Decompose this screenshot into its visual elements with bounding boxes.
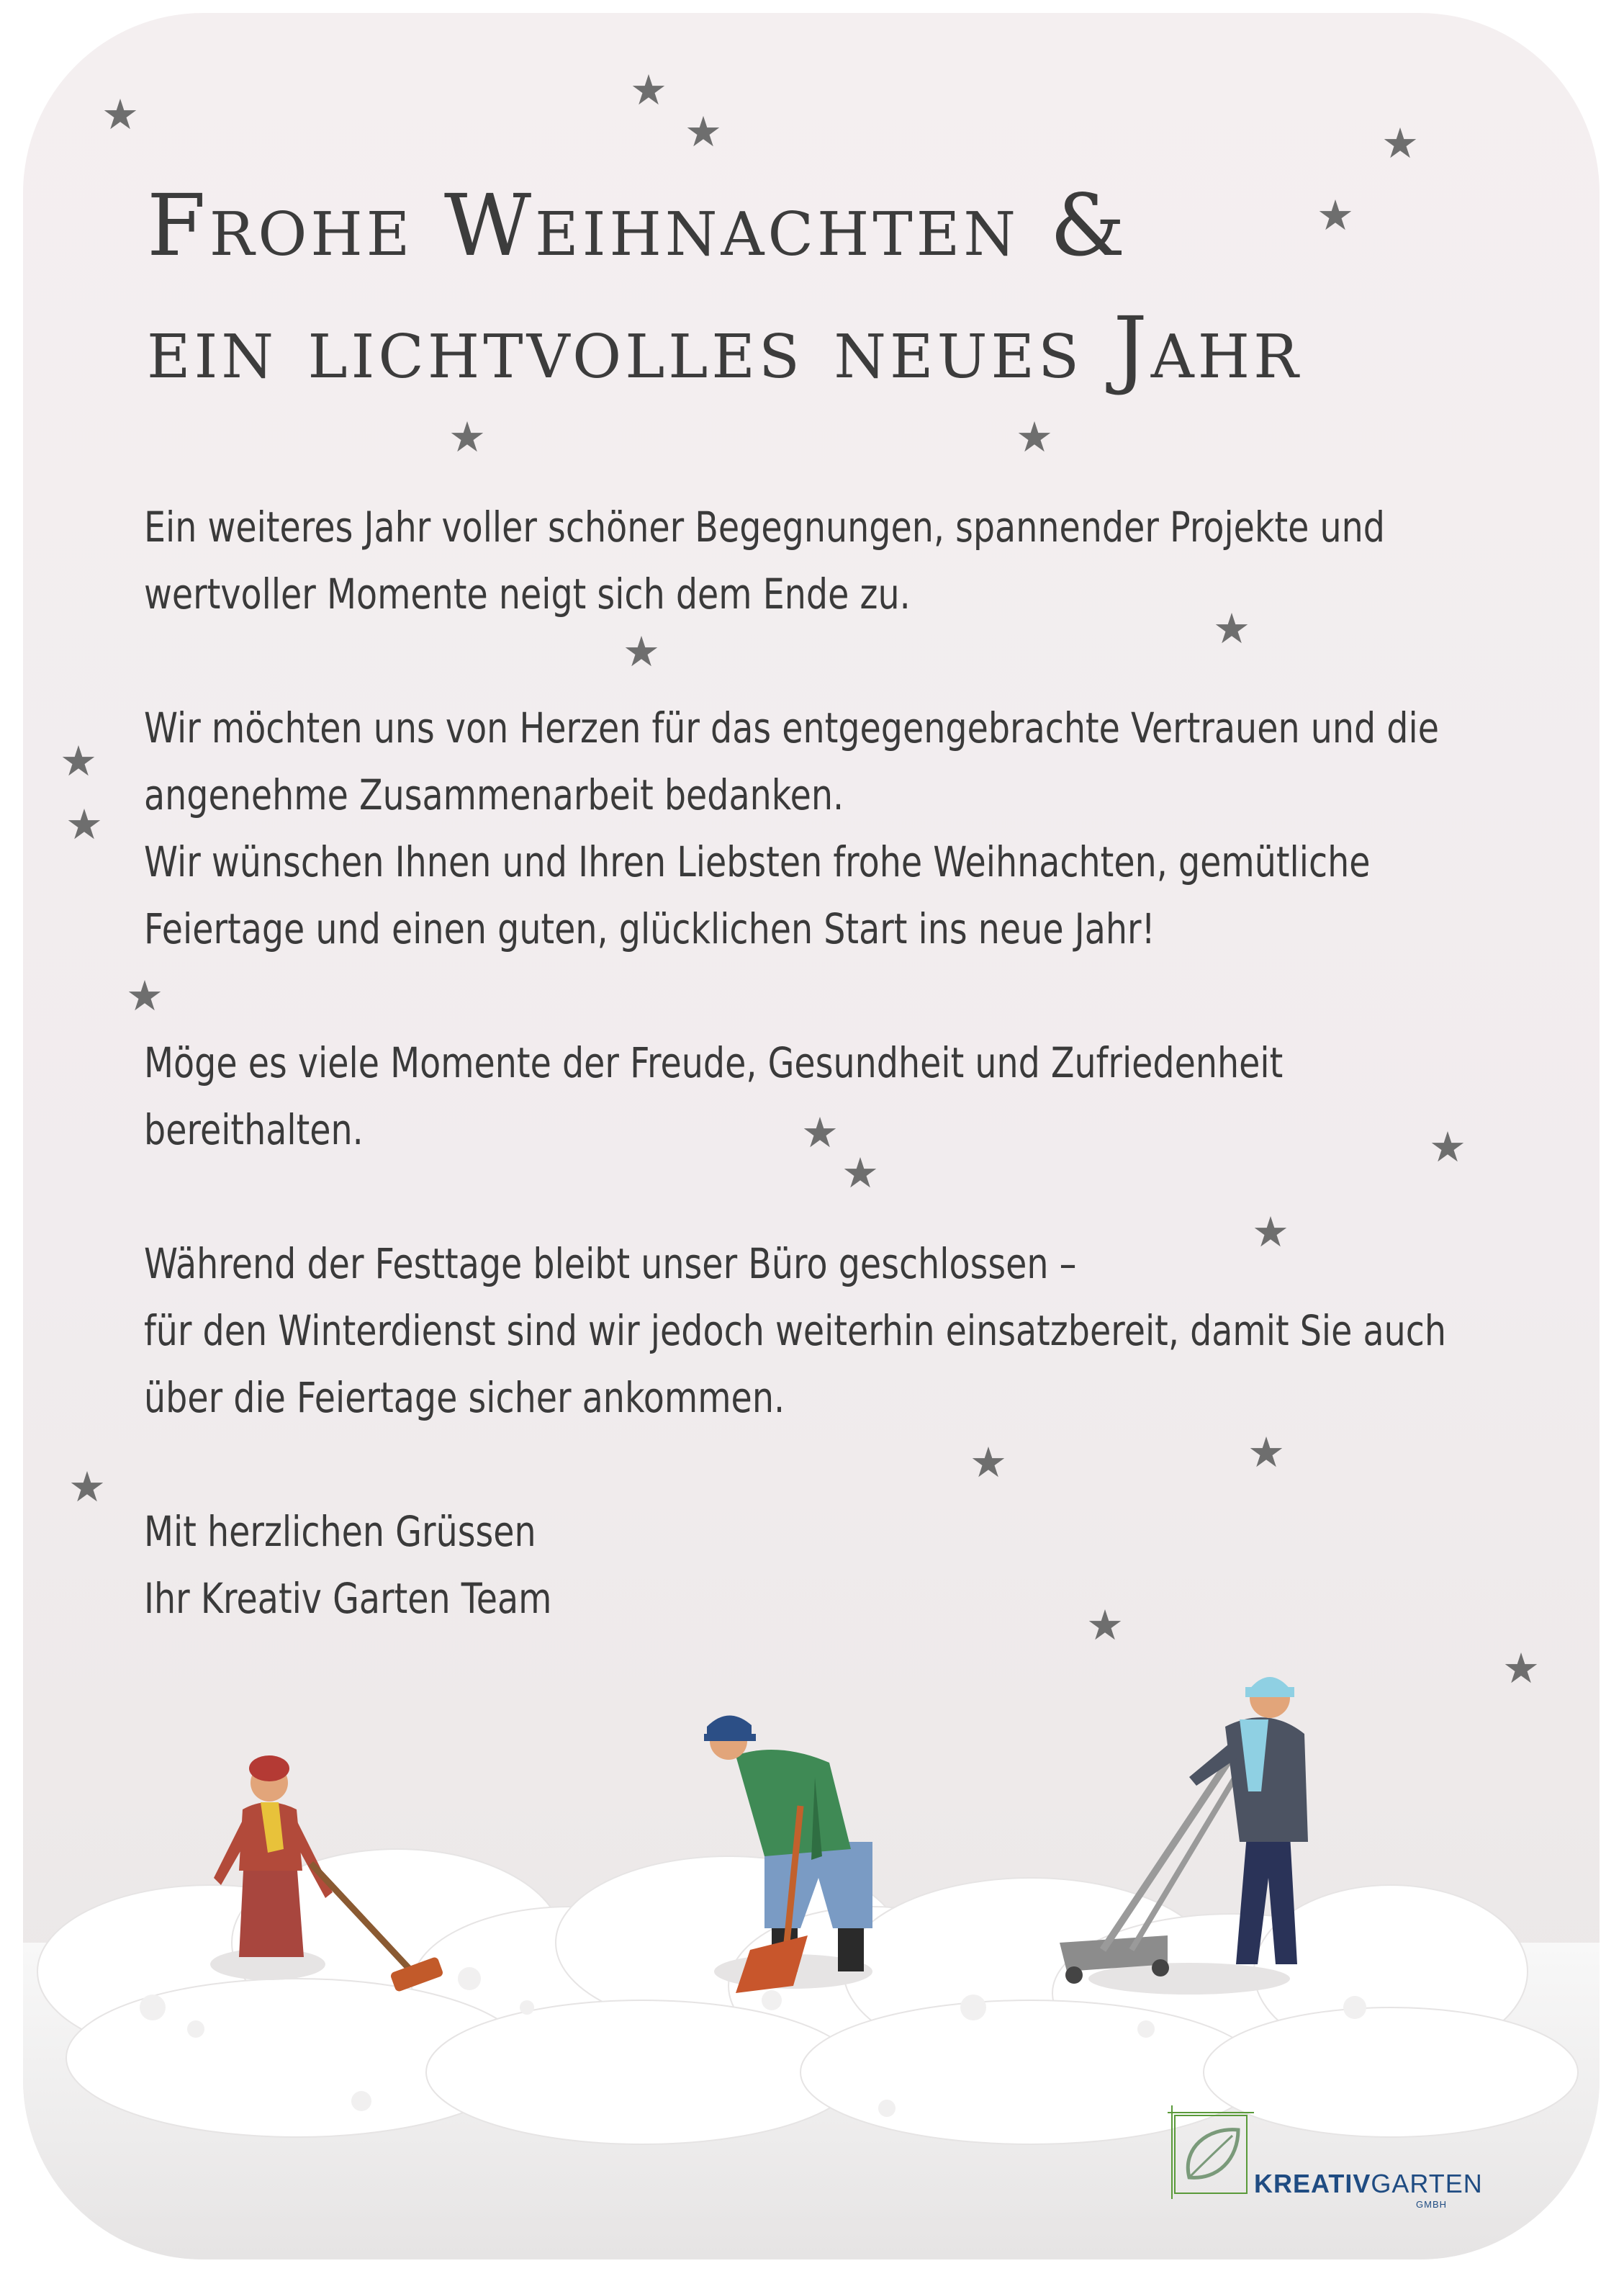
signature: Ihr Kreativ Garten Team (144, 1574, 552, 1623)
star-icon: ★ (623, 627, 660, 676)
title-line-2: ein lichtvolles neues Jahr (147, 298, 1302, 397)
text-line: bereithalten. (144, 1105, 364, 1154)
star-icon: ★ (66, 800, 103, 849)
star-icon: ★ (1252, 1208, 1289, 1256)
text-line: wertvoller Momente neigt sich dem Ende zu. (144, 570, 911, 619)
card-title (147, 164, 1302, 409)
star-icon: ★ (630, 66, 667, 114)
star-icon: ★ (685, 107, 722, 156)
star-icon: ★ (448, 413, 486, 462)
text-line: Möge es viele Momente der Freude, Gesundheit und Zufriedenheit (144, 1038, 1284, 1087)
paragraph-thanks (144, 695, 1439, 963)
star-icon: ★ (68, 1462, 106, 1511)
paragraph-office-notice (144, 1231, 1447, 1431)
star-icon: ★ (1086, 1601, 1124, 1650)
star-icon: ★ (1016, 413, 1053, 462)
closing-greeting: Mit herzlichen Grüssen (144, 1507, 536, 1556)
star-icon: ★ (970, 1438, 1007, 1487)
star-icon: ★ (1317, 191, 1354, 240)
star-icon: ★ (1381, 119, 1419, 168)
logo-word-garten: GARTEN (1371, 2169, 1483, 2198)
paragraph-closing (144, 1498, 1301, 1632)
text-line: angenehme Zusammenarbeit bedanken. (144, 770, 844, 819)
logo-subtitle: GMBH (1416, 2199, 1447, 2210)
star-icon: ★ (1248, 1428, 1285, 1477)
text-line: Während der Festtage bleibt unser Büro geschlossen – (144, 1239, 1077, 1288)
text-line: Wir wünschen Ihnen und Ihren Liebsten frohe Weihnachten, gemütliche (144, 837, 1371, 886)
star-icon: ★ (126, 971, 163, 1020)
text-line: Ein weiteres Jahr voller schöner Begegnungen, spannender Projekte und (144, 503, 1385, 552)
text-line: über die Feiertage sicher ankommen. (144, 1373, 785, 1422)
logo-wordmark (1254, 2169, 1483, 2199)
leaf-logo-icon (1168, 2105, 1268, 2213)
title-line-1: Frohe Weihnachten & (147, 176, 1129, 275)
greeting-card (23, 13, 1600, 2259)
text-line: Feiertage und einen guten, glücklichen Start ins neue Jahr! (144, 904, 1155, 953)
star-icon: ★ (1502, 1644, 1540, 1693)
logo-word-kreativ: KREATIV (1254, 2169, 1371, 2198)
company-logo (1168, 2105, 1484, 2235)
star-icon: ★ (1429, 1123, 1466, 1172)
text-line: Wir möchten uns von Herzen für das entgegengebrachte Vertrauen und die (144, 703, 1439, 752)
letter-body (144, 494, 1447, 1699)
star-icon: ★ (60, 737, 97, 786)
star-icon: ★ (102, 90, 139, 139)
star-icon: ★ (801, 1108, 839, 1157)
paragraph-intro (144, 494, 1385, 628)
text-line: für den Winterdienst sind wir jedoch weiterhin einsatzbereit, damit Sie auch (144, 1306, 1447, 1355)
paragraph-wishes (144, 1030, 1301, 1164)
star-icon: ★ (1213, 604, 1250, 653)
star-icon: ★ (842, 1148, 879, 1197)
